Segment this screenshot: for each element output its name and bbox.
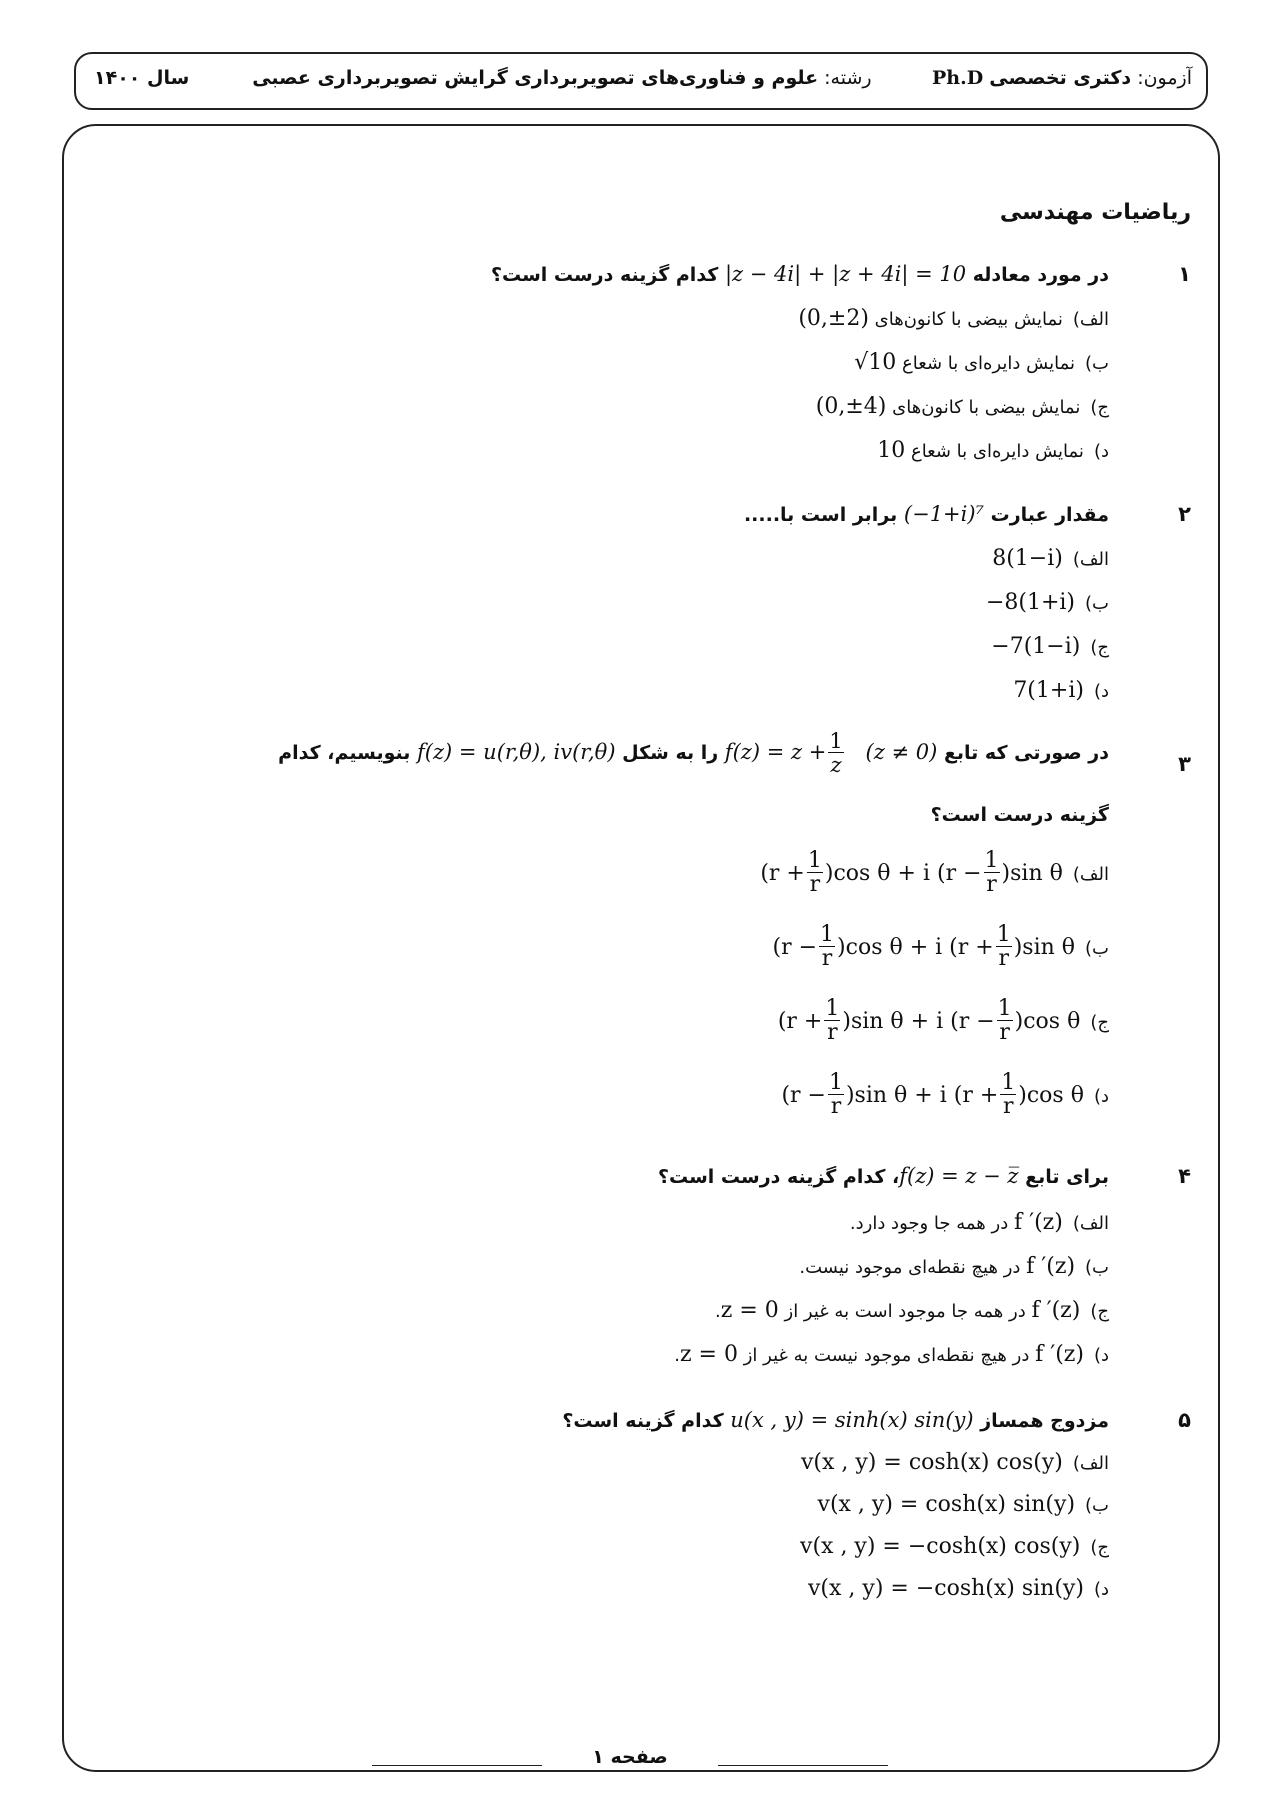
question-mid: را به شکل [622,742,719,764]
option-math-part: )sin θ + i (r + [845,1082,999,1108]
option-text: نمایش بیضی با کانون‌های [874,309,1063,330]
fraction-numerator: 1 [1001,1070,1016,1095]
question-post: کدام گزینه درست است؟ [490,264,719,286]
option [992,546,1109,571]
exam-info [252,67,1192,89]
option-end: . [674,1345,680,1366]
fraction-denominator: r [821,946,833,971]
question-math: (−1+i)⁷ [903,502,984,526]
fraction [807,850,823,897]
option-math: f ′(z) [1035,1342,1084,1367]
option [715,1298,1109,1323]
fraction [1000,1072,1016,1119]
option-math-part: (r − [772,934,818,960]
fraction [997,998,1013,1045]
fraction [824,998,840,1045]
fraction [984,850,1000,897]
field-label: رشته: [824,67,872,89]
fraction-denominator: r [1003,1094,1014,1119]
footer-rule-left [372,1765,542,1766]
option-math-part: (r + [760,860,805,886]
exam-header [74,52,1208,110]
fraction-numerator: 1 [807,848,822,873]
fraction-numerator: 1 [829,729,843,753]
question-text [491,262,1109,286]
option-math: (0,±2) [798,306,869,331]
function-lhs: f(z) = z + [724,740,827,764]
option-math [777,996,1081,1045]
question-post: بنویسیم، کدام [278,742,411,764]
fraction-numerator: 1 [996,922,1011,947]
question-math: |z − 4i| + |z + 4i| = 10 [724,262,967,286]
option-label: ج) [1090,1011,1109,1033]
fraction [996,924,1012,971]
option-text: در هیچ نقطه‌ای موجود نیست. [799,1257,1021,1278]
option-math-part: )cos θ [1014,1008,1081,1034]
option [798,306,1109,331]
option-math-part: )cos θ + i (r + [837,934,994,960]
option-label: د) [1093,441,1109,462]
option-label: الف) [1072,1213,1109,1234]
question-form: f(z) = u(r,θ), iv(r,θ) [417,740,616,764]
option-label: ج) [1090,397,1109,418]
option-label: ج) [1090,637,1109,658]
option-math: −8(1+i) [985,590,1076,615]
option-label: الف) [1072,549,1109,570]
option-math-part: (r + [777,1008,823,1034]
option [854,350,1109,375]
fraction-denominator: z [830,753,842,777]
option-text: نمایش دایره‌ای با شعاع [910,441,1084,462]
question-number: ۲ [1178,502,1191,526]
option [800,1534,1109,1559]
question-pre: در صورتی که تابع [943,742,1109,764]
option-math: 10 [877,438,906,463]
question-text [278,730,1109,777]
fraction [819,924,835,971]
option-math-part: (r − [781,1082,826,1108]
option-math: f ′(z) [1031,1298,1081,1323]
option-math-part: )sin θ + i (r − [842,1008,995,1034]
option-label: الف) [1072,1453,1109,1474]
option-label: ب) [1085,1495,1109,1516]
fraction-denominator: r [830,1094,842,1119]
option-label: د) [1093,1085,1109,1107]
option-label: الف) [1072,863,1109,885]
question-post: برابر است با..... [743,504,898,526]
option-math: v(x , y) = cosh(x) sin(y) [817,1492,1076,1517]
option-text: نمایش دایره‌ای با شعاع [902,353,1076,374]
option-label: الف) [1072,309,1109,330]
option-math [772,922,1076,971]
option-label: د) [1093,681,1109,702]
option-label: ب) [1085,937,1109,959]
option [816,394,1109,419]
question-pre: برای تابع [1025,1166,1109,1188]
option-math-part: )sin θ [1001,860,1063,886]
option [877,438,1109,463]
option-math: v(x , y) = −cosh(x) sin(y) [808,1576,1084,1601]
option-math-part: )cos θ + i (r − [824,860,982,886]
degree: Ph.D [931,67,984,89]
question-text-line2: گزینه درست است؟ [930,804,1109,826]
question-math: u(x , y) = sinh(x) sin(y) [730,1408,974,1432]
option-math [781,1070,1084,1119]
option [986,590,1109,615]
option [760,850,1109,897]
option [818,1492,1109,1517]
fraction [828,1072,844,1119]
option [773,924,1109,971]
question-pre: مقدار عبارت [990,504,1109,526]
fraction-denominator: r [986,872,997,897]
option-math: −7(1−i) [991,634,1081,659]
option-text: در همه جا موجود است به غیر از [784,1301,1026,1322]
option-math: 7(1+i) [1013,678,1084,703]
option-math: f ′(z) [1013,1210,1063,1235]
option-end: . [715,1301,721,1322]
question-post: ، کدام گزینه درست است؟ [657,1166,900,1188]
fraction-numerator: 1 [828,1070,843,1095]
option-label: ب) [1085,353,1109,374]
question-pre: در مورد معادله [972,264,1109,286]
question-number: ۳ [1178,752,1191,776]
option-math: z = 0 [679,1342,738,1367]
question-text [658,1164,1109,1188]
question-number: ۱ [1178,262,1191,286]
option-label: ج) [1090,1537,1109,1558]
option-label: ب) [1085,1257,1109,1278]
option [808,1576,1109,1601]
option-math: v(x , y) = −cosh(x) cos(y) [800,1534,1081,1559]
question-math: f(z) = z − z̅ [899,1164,1019,1188]
question-number: ۵ [1178,1408,1191,1432]
option [850,1210,1109,1235]
option-math: √10 [854,350,897,375]
option-math: v(x , y) = cosh(x) cos(y) [800,1450,1063,1475]
question-pre: مزدوج همساز [980,1410,1109,1432]
option-math-part: )sin θ [1013,934,1076,960]
exam-type: دکتری تخصصی [989,67,1132,89]
option [674,1342,1109,1367]
option-math: z = 0 [720,1298,779,1323]
option-math [760,848,1063,897]
fraction-denominator: r [998,946,1009,971]
option-math-part: )cos θ [1018,1082,1084,1108]
field-name: علوم و فناوری‌های تصویربرداری گرایش تصویربرداری عصبی [252,67,819,89]
question-function [724,729,846,777]
section-title: ریاضیات مهندسی [999,200,1191,225]
fraction-numerator: 1 [984,848,999,873]
question-text [744,502,1109,526]
option [799,1254,1109,1279]
option-label: ج) [1090,1301,1109,1322]
page-number: صفحه ۱ [580,1746,680,1768]
option-label: د) [1093,1579,1109,1600]
fraction-denominator: r [827,1020,838,1045]
question-post: کدام گزینه است؟ [562,1410,724,1432]
option [991,634,1109,659]
option-math: 8(1−i) [992,546,1063,571]
fraction [828,730,843,777]
fraction-numerator: 1 [997,996,1012,1021]
exam-label: آزمون: [1137,67,1192,89]
option [781,1072,1109,1119]
option-text: در همه جا وجود دارد. [849,1213,1009,1234]
fraction-numerator: 1 [820,922,835,947]
option-text: در هیچ نقطه‌ای موجود نیست به غیر از [743,1345,1030,1366]
option-label: ب) [1085,593,1109,614]
option-math: f ′(z) [1026,1254,1076,1279]
question-text [562,1408,1109,1432]
footer-rule-right [718,1765,888,1766]
fraction-denominator: r [809,872,821,897]
question-number: ۴ [1178,1164,1191,1188]
option-math: (0,±4) [815,394,887,419]
option [1013,678,1109,703]
option [801,1450,1109,1475]
option-label: د) [1093,1345,1109,1366]
fraction-numerator: 1 [825,996,840,1021]
exam-year: سال ۱۴۰۰ [94,67,190,89]
option [778,998,1109,1045]
question-condition: (z ≠ 0) [865,740,938,764]
option-text: نمایش بیضی با کانون‌های [892,397,1081,418]
fraction-denominator: r [999,1020,1010,1045]
